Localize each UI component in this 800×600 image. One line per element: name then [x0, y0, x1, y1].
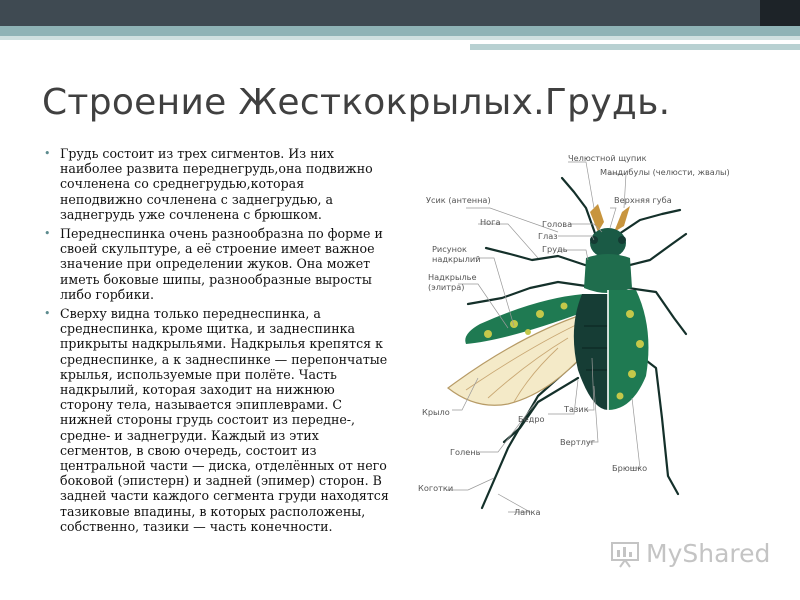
- label-elytron-2: (элитра): [428, 282, 465, 292]
- label-tibia: Голень: [450, 447, 481, 457]
- beetle-diagram: [418, 148, 730, 524]
- slide-title: Строение Жесткокрылых.Грудь.: [42, 82, 671, 123]
- presentation-board-icon: [610, 540, 640, 568]
- label-tarsus: Лапка: [514, 507, 541, 517]
- top-bar: [0, 0, 800, 26]
- label-wing: Крыло: [422, 407, 450, 417]
- label-femur: Бедро: [518, 414, 545, 424]
- label-abdomen: Брюшко: [612, 463, 648, 473]
- bullet-item: • Грудь состоит из трех сигментов. Из них наиболее развита переднегрудь,она подвижно сочленена со среднегрудью,которая неподвижно сочленена с заднегрудью, а заднегрудь уже сочленена с брюшком.: [44, 146, 390, 222]
- bullet-list: [44, 146, 390, 538]
- label-elytra-pattern-2: надкрылий: [432, 254, 481, 264]
- bullet-item: • Сверху видна только переднеспинка, а среднеспинка, кроме щитка, и заднеспинка прикрыты надкрыльями. Надкрылья крепятся к среднеспинке, а к заднеспинке — перепончатые крылья, используемые при полёте. Часть надкрылий, которая заходит на нижнюю сторону тела, называется эпиплеврами. С нижней стороны грудь состоит из передне-, средне- и заднегруди. Каждый из этих сегментов, в свою очередь, состоит из центральной части — диска, отделённых от него боковой (эпистерн) и задней (эпимер) сторон. В задней части каждого сегмента груди находятся тазиковые впадины, в которых расположены, собственно, тазики — часть конечности.: [44, 306, 390, 534]
- label-thorax: Грудь: [542, 244, 568, 254]
- top-bar-corner: [760, 0, 800, 26]
- header-stripe-accent: [470, 44, 800, 50]
- label-elytra-pattern-1: Рисунок: [432, 244, 467, 254]
- bullet-item: • Переднеспинка очень разнообразна по форме и своей скульптуре, а её строение имеет важное значение при определении жуков. Она может иметь боковые шипы, разнообразные выросты либо горбики.: [44, 226, 390, 302]
- label-mandibles: Мандибулы (челюсти, жвалы): [600, 167, 730, 177]
- label-antenna: Усик (антенна): [426, 195, 491, 205]
- watermark: [610, 538, 770, 572]
- label-maxillary-palp: Челюстной щупик: [568, 153, 647, 163]
- label-leg: Нога: [480, 217, 501, 227]
- label-claws: Коготки: [418, 483, 454, 493]
- label-coxa: Тазик: [564, 404, 589, 414]
- label-labrum: Верхняя губа: [614, 195, 672, 205]
- label-head: Голова: [542, 219, 573, 229]
- label-trochanter: Вертлуг: [560, 437, 596, 447]
- label-eye: Глаз: [538, 231, 558, 241]
- label-elytron-1: Надкрылье: [428, 272, 477, 282]
- header-stripe-light: [0, 36, 800, 40]
- header-stripe: [0, 26, 800, 36]
- watermark-text: MyShared: [646, 539, 771, 568]
